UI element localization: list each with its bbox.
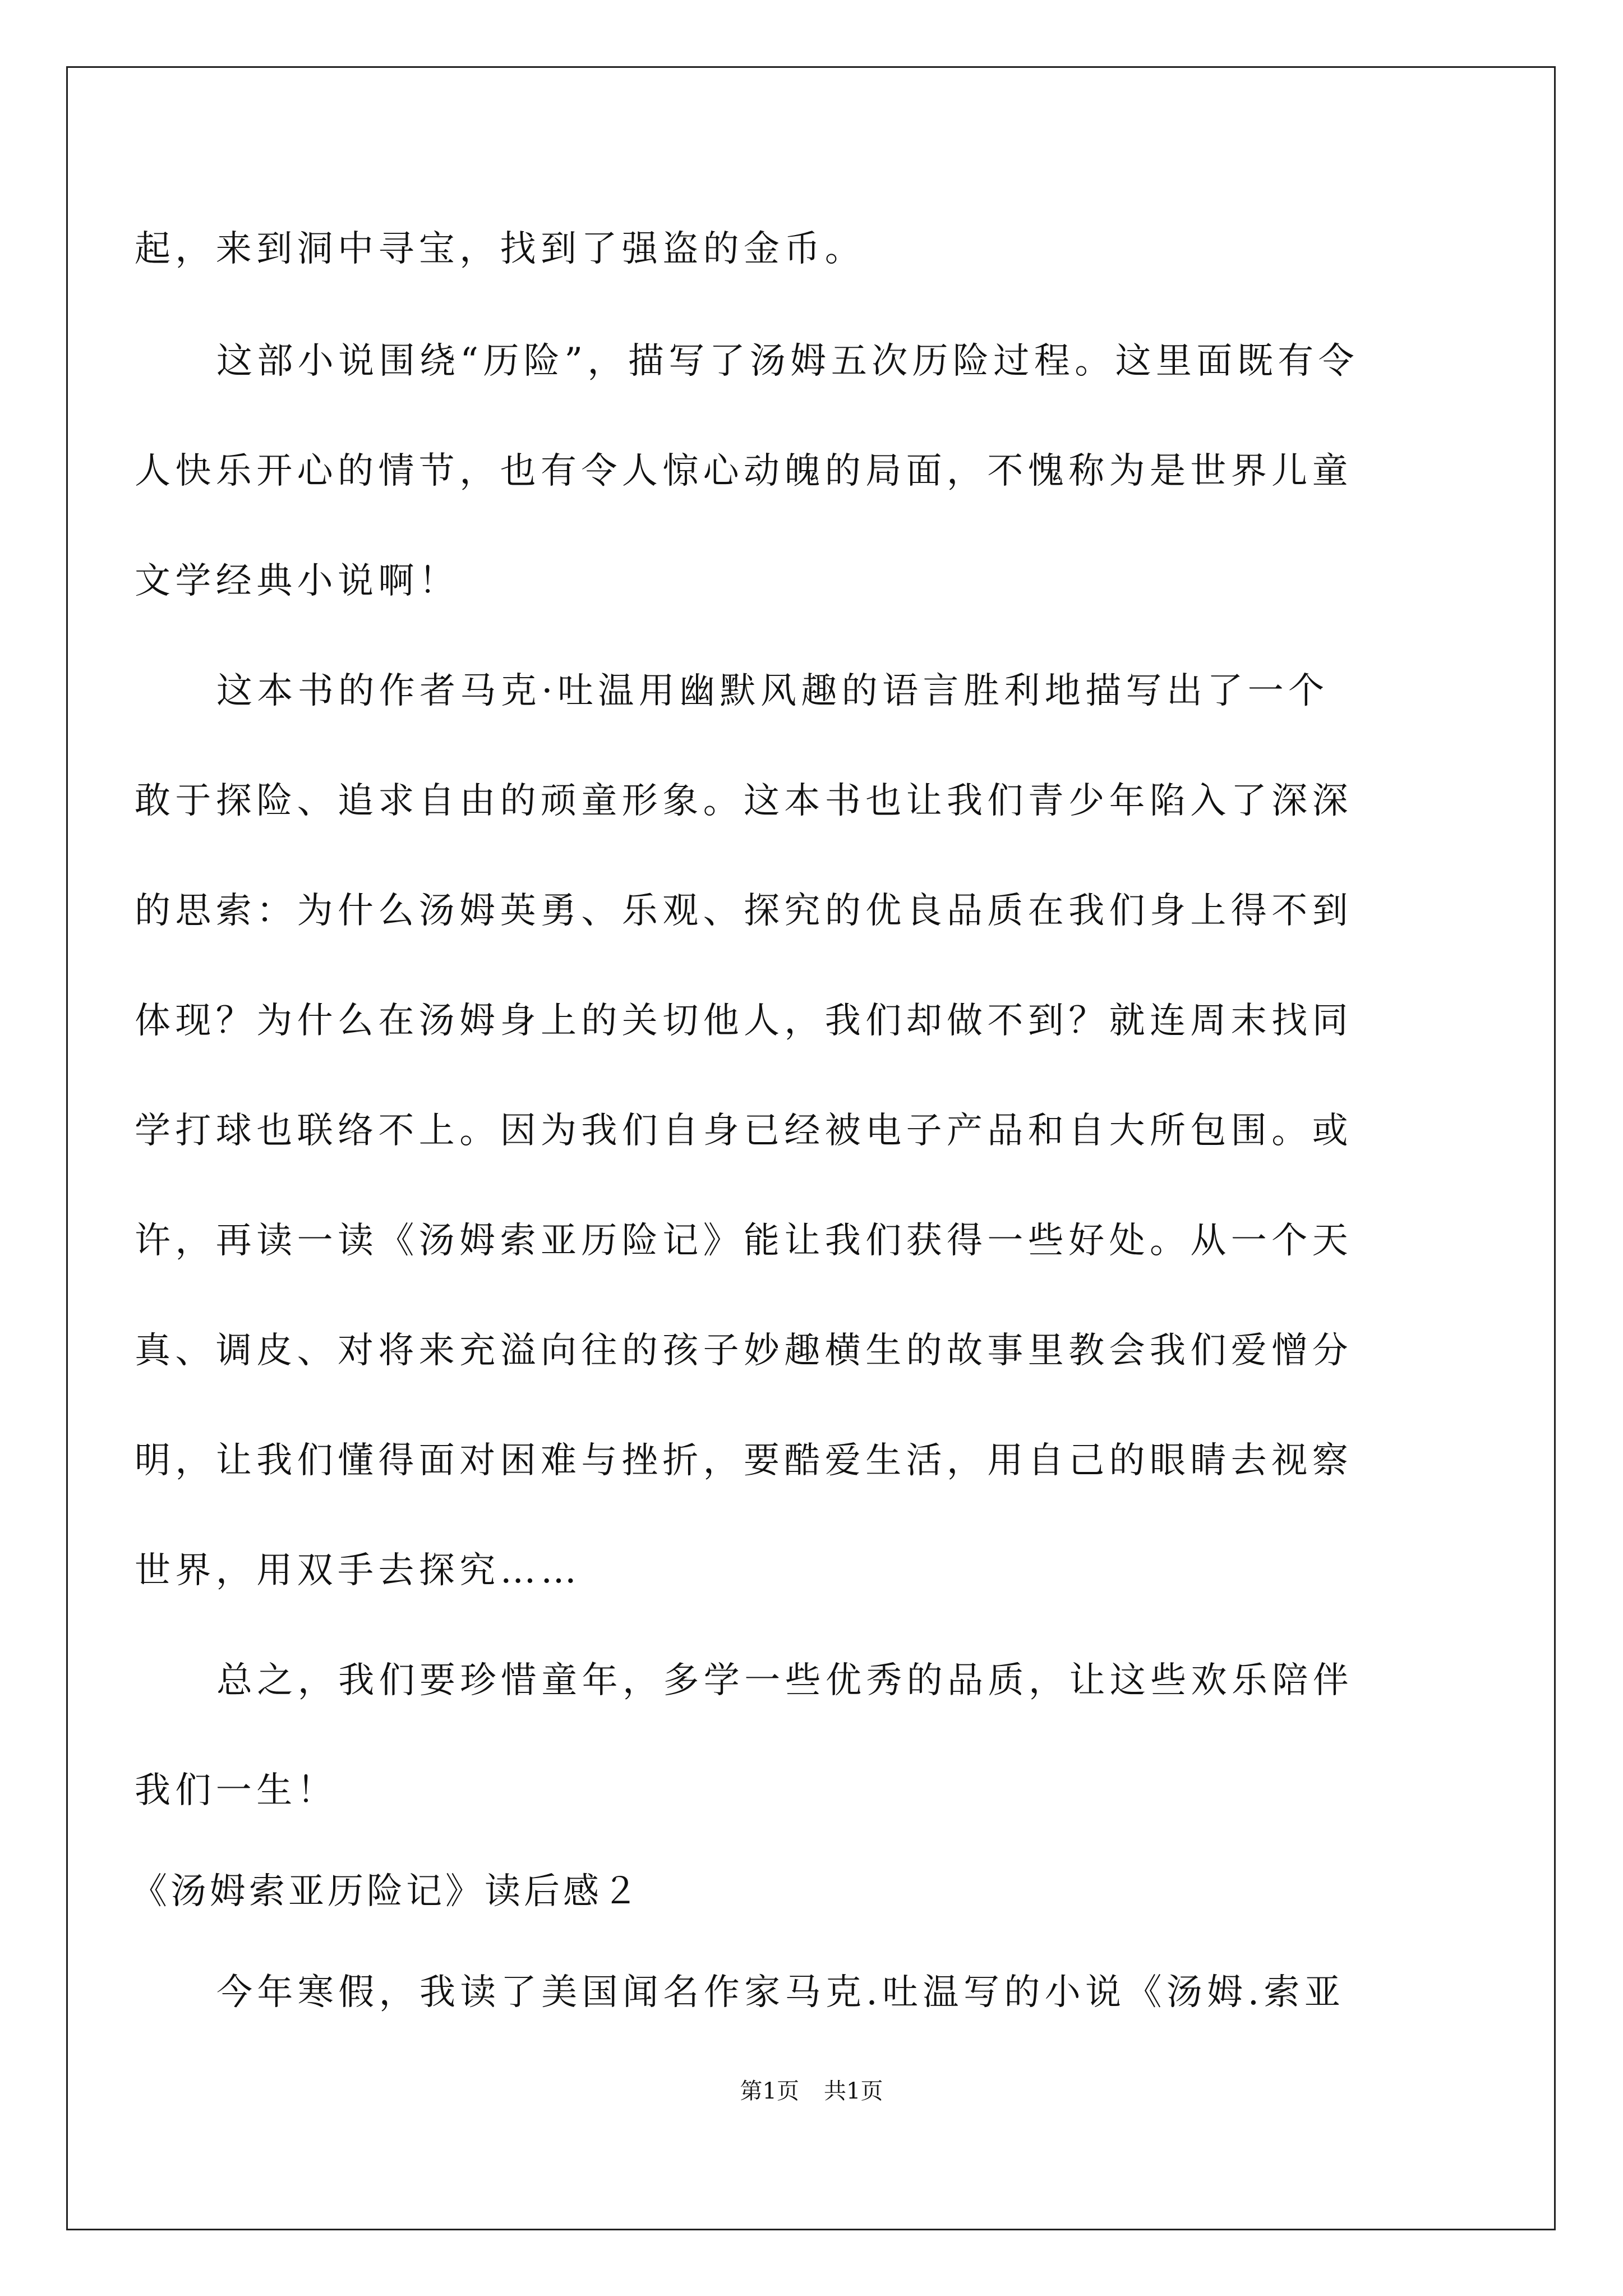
paragraph-first-line: 这部小说围绕“历险”，描写了汤姆五次历险过程。这里面既有令 xyxy=(216,341,1359,382)
text-line: 体现？为什么在汤姆身上的关切他人，我们却做不到？就连周末找同 xyxy=(135,1000,1353,1042)
paragraph-first-line: 今年寒假，我读了美国闻名作家马克.吐温写的小说《汤姆.索亚 xyxy=(216,1972,1345,2013)
text-line: 许，再读一读《汤姆索亚历险记》能让我们获得一些好处。从一个天 xyxy=(135,1220,1353,1262)
paragraph-first-line: 这本书的作者马克·吐温用幽默风趣的语言胜利地描写出了一个 xyxy=(216,670,1329,712)
text-line: 的思索：为什么汤姆英勇、乐观、探究的优良品质在我们身上得不到 xyxy=(135,890,1353,932)
text-line: 真、调皮、对将来充溢向往的孩子妙趣横生的故事里教会我们爱憎分 xyxy=(135,1330,1353,1372)
text-line: 敢于探险、追求自由的顽童形象。这本书也让我们青少年陷入了深深 xyxy=(135,780,1353,822)
paragraph-first-line: 总之，我们要珍惜童年，多学一些优秀的品质，让这些欢乐陪伴 xyxy=(216,1660,1354,1701)
text-line: 起，来到洞中寻宝，找到了强盗的金币。 xyxy=(135,228,866,270)
section-heading: 《汤姆索亚历险记》读后感２ xyxy=(131,1871,642,1912)
page-number: 第1页 xyxy=(740,2078,799,2104)
text-line: 世界，用双手去探究…… xyxy=(135,1550,582,1591)
text-line: 人快乐开心的情节，也有令人惊心动魄的局面，不愧称为是世界儿童 xyxy=(135,450,1353,492)
text-line: 文学经典小说啊！ xyxy=(135,560,460,602)
text-line: 明，让我们懂得面对困难与挫折，要酷爱生活，用自己的眼睛去视察 xyxy=(135,1440,1353,1481)
page-footer xyxy=(0,2077,1623,2105)
text-line: 我们一生！ xyxy=(135,1770,338,1811)
page-total: 共1页 xyxy=(824,2078,883,2104)
text-line: 学打球也联络不上。因为我们自身已经被电子产品和自大所包围。或 xyxy=(135,1110,1353,1152)
